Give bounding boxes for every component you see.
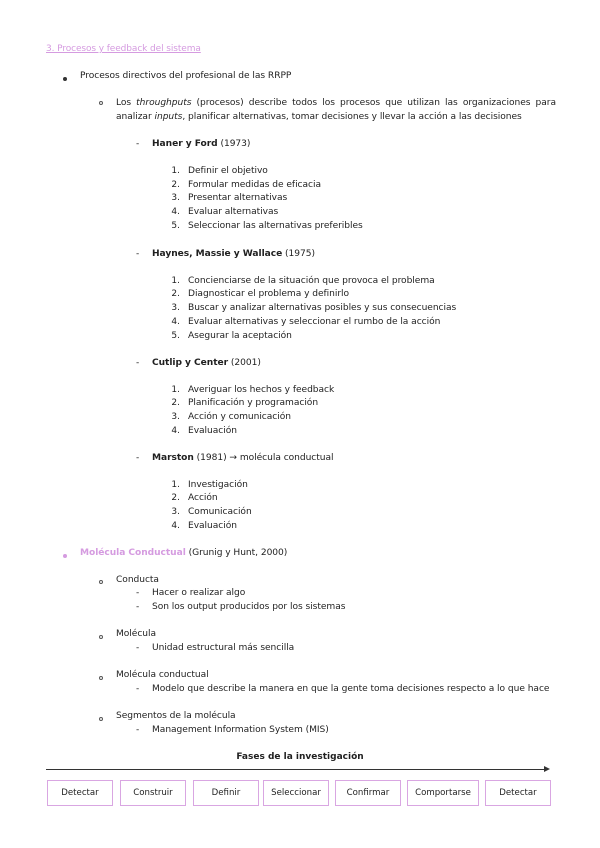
model-year: (1973) — [217, 139, 251, 149]
molecula-conductual-highlight: Molécula Conductual — [80, 548, 186, 558]
list-number: 2. — [171, 493, 180, 503]
model-author: Haynes, Massie y Wallace — [152, 249, 283, 259]
stage-box-confirmar: Confirmar — [335, 780, 401, 806]
list-item: Evaluar alternativas — [188, 207, 279, 217]
section-title-link[interactable]: 3. Procesos y feedback del sistema — [46, 44, 201, 54]
model-year: (2001) — [228, 358, 261, 368]
list-item: Buscar y analizar alternativas posibles y sus consecuencias — [188, 303, 457, 313]
list-number: 2. — [171, 180, 180, 190]
list-number: 4. — [171, 207, 180, 217]
sub-bullet-circle — [99, 676, 103, 680]
list-number: 3. — [171, 412, 180, 422]
sub-detail: Unidad estructural más sencilla — [152, 643, 295, 653]
list-number: 1. — [171, 276, 180, 286]
sub-item-segmentos: Segmentos de la molécula — [116, 711, 236, 721]
model-author: Haner y Ford — [152, 139, 218, 149]
list-number: 2. — [171, 289, 180, 299]
sub-item-conducta: Conducta — [116, 575, 159, 585]
list-item: Presentar alternativas — [188, 193, 288, 203]
model-heading-haner-ford — [152, 138, 250, 151]
dash-marker: - — [136, 725, 140, 735]
bullet-molecula-conductual — [80, 547, 287, 560]
list-item: Asegurar la aceptación — [188, 331, 292, 341]
list-number: 4. — [171, 426, 180, 436]
list-item: Evaluación — [188, 426, 237, 436]
model-heading-haynes-massie-wallace — [152, 248, 315, 261]
molecula-conductual-citation: (Grunig y Hunt, 2000) — [185, 548, 288, 558]
sub-bullet-circle — [99, 101, 103, 105]
throughputs-paragraph — [116, 96, 556, 124]
sub-item-molecula-conductual: Molécula conductual — [116, 670, 209, 680]
list-item: Definir el objetivo — [188, 166, 268, 176]
bullet-dot — [63, 77, 67, 81]
model-year: (1975) — [282, 249, 315, 259]
list-item: Investigación — [188, 480, 248, 490]
list-number: 4. — [171, 317, 180, 327]
model-author: Marston — [152, 453, 194, 463]
list-item: Acción y comunicación — [188, 412, 291, 422]
stage-box-comportarse: Comportarse — [407, 780, 479, 806]
throughputs-text-2: (procesos) describe todos los procesos que utilizan las organizaciones para analizar — [116, 98, 556, 122]
list-number: 5. — [171, 221, 180, 231]
stage-box-detectar: Detectar — [47, 780, 113, 806]
list-number: 2. — [171, 398, 180, 408]
list-item: Acción — [188, 493, 218, 503]
model-author: Cutlip y Center — [152, 358, 229, 368]
stage-box-seleccionar: Seleccionar — [263, 780, 329, 806]
sub-detail: Hacer o realizar algo — [152, 588, 246, 598]
list-number: 4. — [171, 521, 180, 531]
sub-bullet-circle — [99, 635, 103, 639]
stage-box-detectar-final: Detectar — [485, 780, 551, 806]
list-number: 3. — [171, 303, 180, 313]
throughputs-italic-2: inputs — [154, 112, 183, 122]
list-item: Evaluar alternativas y seleccionar el rumbo de la acción — [188, 317, 441, 327]
dash-marker: - — [136, 249, 140, 259]
sub-detail: Modelo que describe la manera en que la gente toma decisiones respecto a lo que hace — [152, 684, 550, 694]
throughputs-italic-1: throughputs — [136, 98, 192, 108]
sub-item-molecula: Molécula — [116, 629, 156, 639]
sub-detail: Son los output producidos por los sistemas — [152, 602, 346, 612]
list-number: 1. — [171, 166, 180, 176]
dash-marker: - — [136, 139, 140, 149]
bullet-dot-accent — [63, 554, 67, 558]
dash-marker: - — [136, 453, 140, 463]
dash-marker: - — [136, 643, 140, 653]
list-item: Diagnosticar el problema y definirlo — [188, 289, 350, 299]
dash-marker: - — [136, 588, 140, 598]
diagram-timeline-line — [46, 769, 546, 770]
stage-box-construir: Construir — [120, 780, 186, 806]
arrow-right-icon — [544, 766, 550, 772]
stage-box-definir: Definir — [193, 780, 259, 806]
list-number: 3. — [171, 507, 180, 517]
diagram-title: Fases de la investigación — [236, 752, 364, 762]
bullet-procesos-directivos: Procesos directivos del profesional de las RRPP — [80, 71, 292, 81]
sub-bullet-circle — [99, 717, 103, 721]
list-number: 3. — [171, 193, 180, 203]
sub-detail: Management Information System (MIS) — [152, 725, 329, 735]
list-number: 1. — [171, 385, 180, 395]
throughputs-text-3: , planificar alternativas, tomar decisiones y llevar la acción a las decisiones — [182, 112, 522, 122]
dash-marker: - — [136, 358, 140, 368]
list-item: Planificación y programación — [188, 398, 319, 408]
list-item: Seleccionar las alternativas preferibles — [188, 221, 363, 231]
list-item: Formular medidas de eficacia — [188, 180, 321, 190]
list-number: 5. — [171, 331, 180, 341]
dash-marker: - — [136, 602, 140, 612]
dash-marker: - — [136, 684, 140, 694]
list-number: 1. — [171, 480, 180, 490]
model-heading-cutlip-center — [152, 357, 261, 370]
model-year: (1981) → molécula conductual — [193, 453, 334, 463]
list-item: Concienciarse de la situación que provoca el problema — [188, 276, 435, 286]
list-item: Comunicación — [188, 507, 252, 517]
list-item: Averiguar los hechos y feedback — [188, 385, 335, 395]
sub-bullet-circle — [99, 580, 103, 584]
throughputs-text-1: Los — [116, 98, 137, 108]
list-item: Evaluación — [188, 521, 237, 531]
model-heading-marston — [152, 452, 333, 465]
